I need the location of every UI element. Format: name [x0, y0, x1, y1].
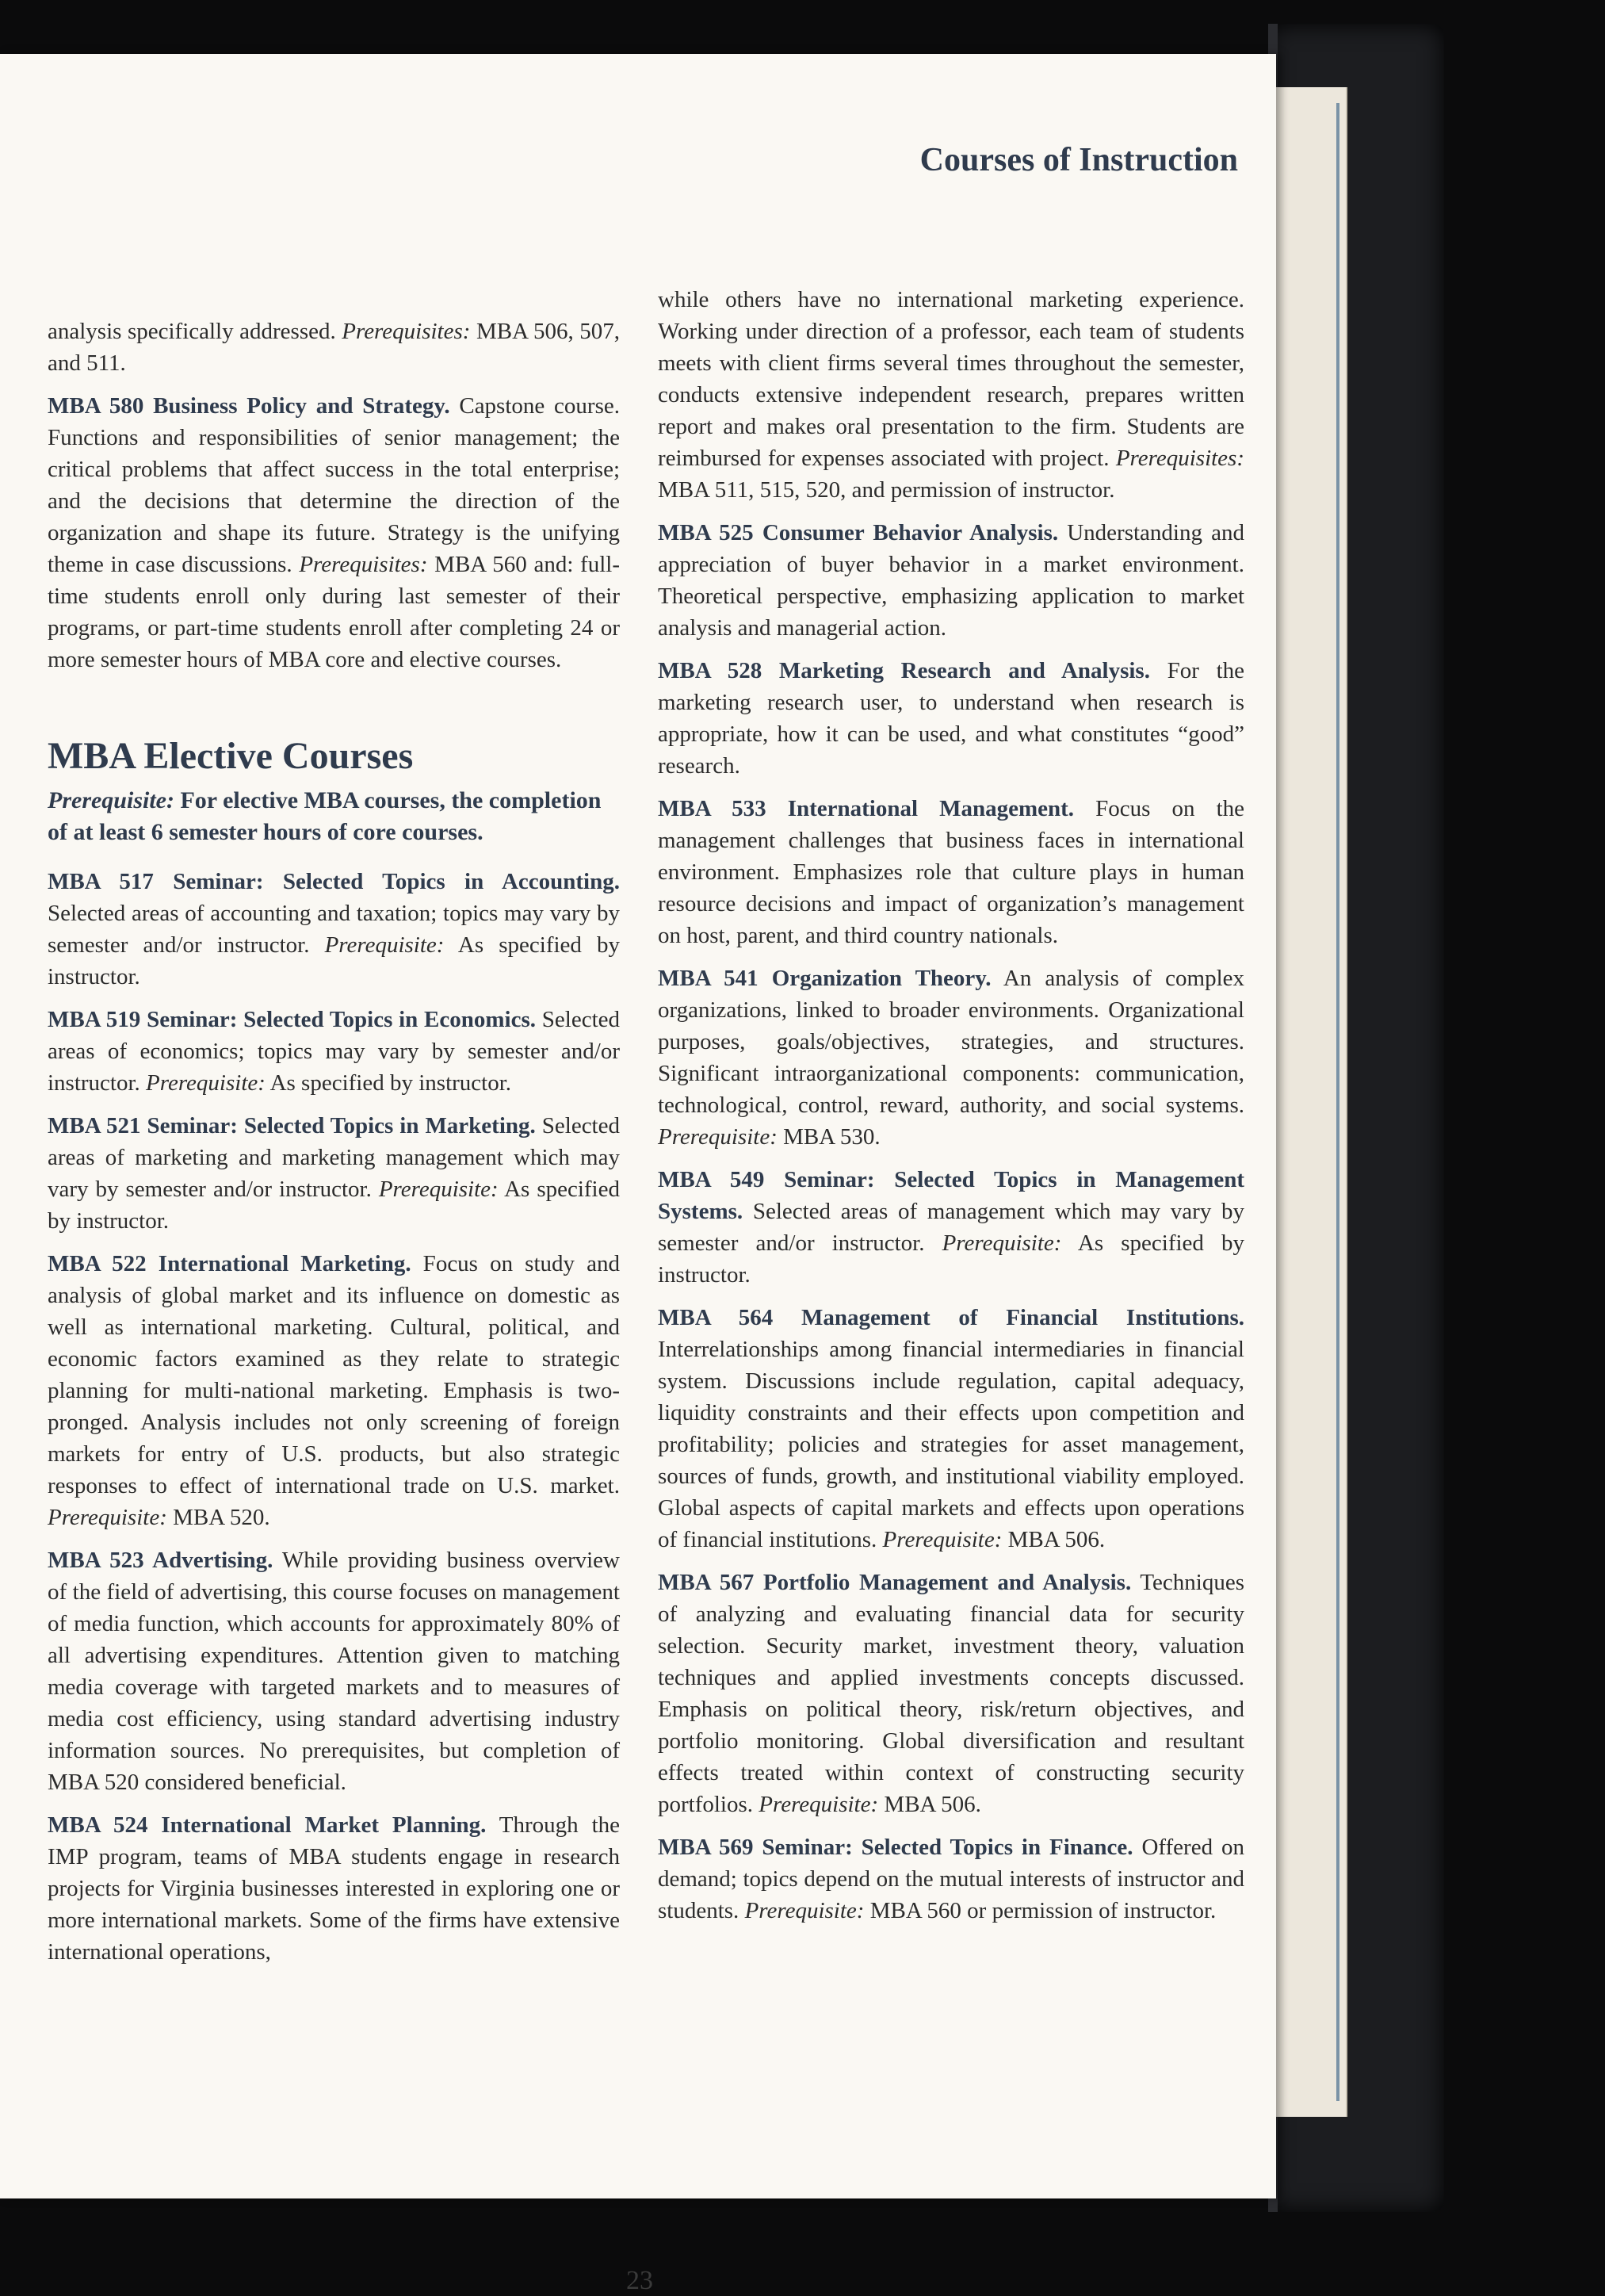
prerequisite-text: MBA 560 or permission of instructor. — [864, 1898, 1217, 1923]
course-code: MBA 528 — [658, 658, 779, 683]
course-code: MBA 541 — [658, 966, 772, 991]
course-description: Selected areas of economics; topics may vary by semester and/or instructor. — [48, 1007, 621, 1096]
prerequisite-label: Prerequisite: — [324, 932, 445, 958]
right-column — [658, 284, 1244, 1938]
course-mba-524-continued: while others have no international marketing experience. Working under direction of a professor, each team of students meets with client firms several times throughout the semester, conducts extensive independent research, prepares written report and makes oral presentation to the firm. Students are reimbursed for expenses associated with project. Prerequisites: MBA 511, 515, 520, and permission of instructor. — [658, 287, 1244, 503]
course-description: Interrelationships among financial intermediaries in financial system. Discussions include regulation, capital adequacy, liquidity constraints and their effects upon competition and profitability; policies and strategies for asset management, sources of funds, growth, and institutional viability employed. Global aspects of capital markets and effects upon operations of financial institutions. — [658, 1337, 1244, 1552]
course-code: MBA 525 — [658, 520, 762, 545]
course-title: Advertising. — [152, 1548, 273, 1573]
course-description: An analysis of complex organizations, linked to broader environments. Organizational purposes, goals/objectives, strategies, and structures. Significant intraorganizational components: communication, technological, control, reward, authority, and social systems. — [658, 966, 1245, 1118]
course-entry — [658, 1567, 1244, 1820]
course-title: Organization Theory. — [771, 966, 992, 991]
course-entry — [658, 793, 1244, 951]
course-description: Understanding and appreciation of buyer behavior in a market environment. Theoretical perspective, emphasizing application to market analysis and managerial action. — [658, 520, 1244, 641]
course-description: While providing business overview of the field of advertising, this course focuses on management of media function, which accounts for approximately 80% of all advertising expenditures. Attention given to matching media coverage with targeted markets and to measures of media cost efficiency, using standard advertising industry information sources. No prerequisites, but completion of MBA 520 considered beneficial. — [48, 1548, 620, 1795]
course-description: Capstone course. Functions and responsibilities of senior management; the critical problems that affect success in the total enterprise; and the decisions that determine the direction of the organization and shape its future. Strategy is the unifying theme in case discussions. — [48, 393, 620, 577]
page-edges — [1274, 87, 1347, 2117]
course-title: Seminar: Selected Topics in Management Systems. — [658, 1167, 1244, 1224]
course-entry — [658, 655, 1244, 782]
prerequisite-label: Prerequisite: — [759, 1792, 879, 1817]
course-code: MBA 524 — [48, 1812, 162, 1838]
course-code: MBA 523 — [48, 1548, 153, 1573]
course-entry — [658, 517, 1244, 644]
course-title: Management of Financial Institutions. — [801, 1305, 1245, 1330]
course-description: Focus on the management challenges that business faces in international environment. Emphasizes role that culture plays in human resource decisions and impact of organization’s management on host, parent, and third country nationals. — [658, 796, 1244, 948]
course-entry — [658, 1831, 1244, 1927]
course-entry — [658, 962, 1244, 1153]
prerequisite-text: MBA 520. — [166, 1505, 270, 1530]
course-description: Through the IMP program, teams of MBA students engage in research projects for Virginia businesses interested in exploring one or more international markets. Some of the firms have extensive international operations, — [48, 1812, 620, 1965]
course-entry — [658, 1164, 1244, 1291]
course-title: International Market Planning. — [161, 1812, 487, 1838]
course-list-right — [658, 517, 1244, 1927]
course-description: Focus on study and analysis of global market and its influence on domestic as well as international marketing. Cultural, political, and economic factors examined as they relate to strategic planning for multi-national marketing. Emphasis is two-pronged. Analysis includes not only screening of foreign markets for entry of U.S. products, but also strategic responses to effect of international trade on U.S. market. — [48, 1251, 621, 1498]
course-mba-580 — [48, 390, 620, 675]
page-edge-stripe — [1336, 103, 1339, 2101]
prerequisite-label: Prerequisites: — [299, 552, 428, 577]
prerequisite-label: Prerequisite: — [942, 1230, 1062, 1256]
course-code: MBA 521 — [48, 1113, 147, 1138]
course-entry — [48, 1004, 620, 1099]
prerequisite-text: MBA 560 and: full-time students enroll only during last semester of their programs, or part-time students enroll after completing 24 or more semester hours of MBA core and elective courses. — [48, 552, 620, 672]
prerequisite-text: As specified by instructor. — [265, 1070, 512, 1096]
course-code: MBA 533 — [658, 796, 788, 821]
course-description: Selected areas of accounting and taxation; topics may vary by semester and/or instructor. — [48, 901, 620, 958]
running-header: Courses of Instruction — [919, 142, 1238, 178]
course-description: Selected areas of marketing and marketing management which may vary by semester and/or instructor. — [48, 1113, 620, 1202]
course-title: Consumer Behavior Analysis. — [762, 520, 1059, 545]
course-entry — [48, 1544, 620, 1798]
prerequisite-text: As specified by instructor. — [48, 932, 620, 989]
prerequisite-label: Prerequisite: — [658, 1124, 778, 1150]
prerequisite-label: Prerequisite: — [744, 1898, 865, 1923]
course-description: Offered on demand; topics depend on the mutual interests of instructor and students. — [658, 1835, 1244, 1923]
page-number: 23 — [626, 2266, 653, 2295]
course-title: Seminar: Selected Topics in Finance. — [762, 1835, 1133, 1860]
course-entry — [658, 1302, 1244, 1556]
prerequisite-text: MBA 530. — [777, 1124, 881, 1150]
course-code: MBA 519 — [48, 1007, 147, 1032]
course-title: Seminar: Selected Topics in Accounting. — [173, 869, 620, 894]
course-code: MBA 567 — [658, 1570, 763, 1595]
course-description: Selected areas of management which may vary by semester and/or instructor. — [658, 1199, 1244, 1256]
left-column — [48, 316, 620, 1979]
course-title: Marketing Research and Analysis. — [778, 658, 1150, 683]
catalog-page — [0, 54, 1276, 2295]
prerequisite-label: Prerequisite: — [48, 1505, 167, 1530]
course-list-left — [48, 866, 620, 1968]
course-code: MBA 522 — [48, 1251, 159, 1276]
prerequisite-label: Prerequisite: — [146, 1070, 266, 1096]
course-code: MBA 580 — [48, 393, 154, 419]
course-code: MBA 549 — [658, 1167, 785, 1192]
course-title: Seminar: Selected Topics in Marketing. — [147, 1113, 536, 1138]
prerequisite-label: Prerequisite: — [882, 1527, 1003, 1552]
course-description: For the marketing research user, to understand when research is appropriate, how it can be used, and what constitutes “good” research. — [658, 658, 1244, 779]
prerequisite-label: Prerequisite: — [378, 1177, 499, 1202]
course-code: MBA 517 — [48, 869, 174, 894]
course-title: Portfolio Management and Analysis. — [762, 1570, 1132, 1595]
prerequisite-text: As specified by instructor. — [48, 1177, 620, 1234]
course-entry — [48, 866, 620, 993]
intro-continuation: analysis specifically addressed. Prerequisites: MBA 506, 507, and 511. — [48, 319, 620, 376]
course-entry — [48, 1110, 620, 1237]
course-title: Seminar: Selected Topics in Economics. — [147, 1007, 537, 1032]
course-entry — [48, 1248, 620, 1533]
course-code: MBA 569 — [658, 1835, 762, 1860]
course-description: Techniques of analyzing and evaluating financial data for security selection. Security market, investment theory, valuation techniques and applied investments concepts discussed. Emphasis on political theory, risk/return objectives, and portfolio monitoring. Global diversification and resultant effects treated within context of constructing security portfolios. — [658, 1570, 1244, 1817]
course-code: MBA 564 — [658, 1305, 801, 1330]
course-title: International Marketing. — [158, 1251, 411, 1276]
course-title: International Management. — [787, 796, 1075, 821]
prerequisite-text: MBA 506. — [1002, 1527, 1106, 1552]
course-title: Business Policy and Strategy. — [153, 393, 450, 419]
prerequisite-text: MBA 506. — [878, 1792, 981, 1817]
prerequisite-text: As specified by instructor. — [658, 1230, 1244, 1288]
elective-prerequisite-note: Prerequisite: For elective MBA courses, the completion of at least 6 semester hours of core courses. — [48, 787, 602, 845]
section-heading: MBA Elective Courses — [48, 735, 414, 777]
course-entry — [48, 1809, 620, 1968]
